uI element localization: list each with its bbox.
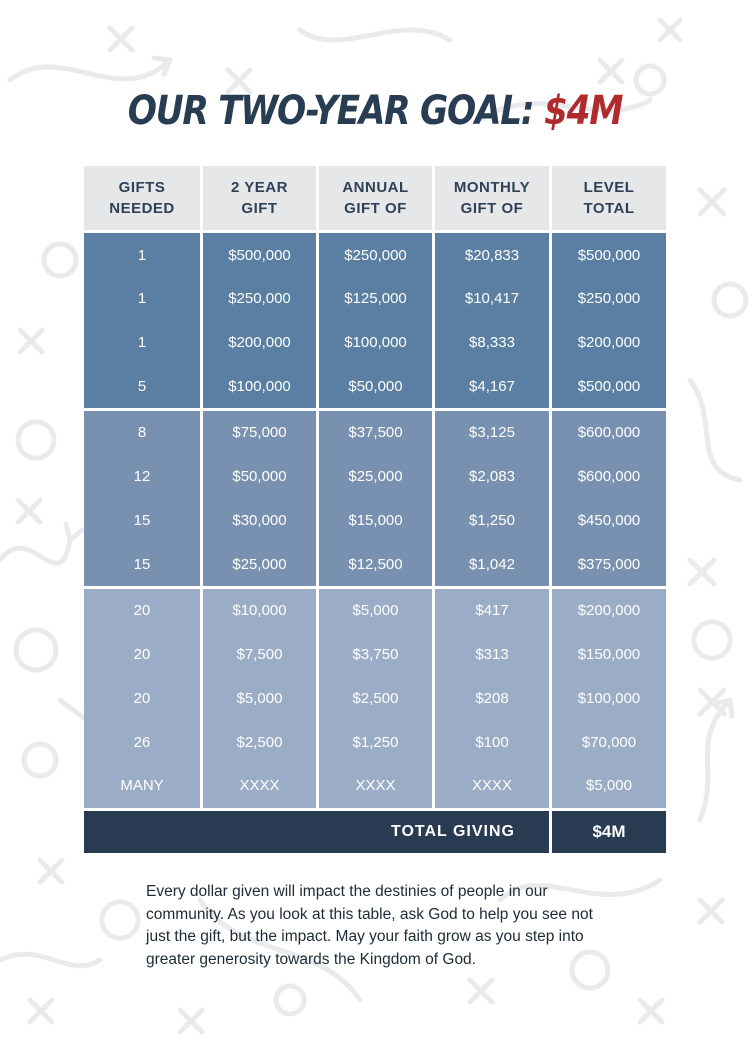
header-line: 2 YEAR [231, 179, 288, 196]
level-total-cell: $600,000 [549, 455, 666, 499]
gifts-needed-cell: 8 [84, 411, 200, 455]
gifts-needed-cell: 20 [84, 589, 200, 633]
table-row [84, 764, 666, 808]
monthly-gift-cell: $100 [432, 720, 549, 764]
title-main: OUR TWO-YEAR GOAL: [127, 88, 534, 134]
footer-text: Every dollar given will impact the destinies of people in our community. As you look at this table, ask God to help you see not just the gift, but the impact. May your faith grow as you step into greater generosity towards the Kingdom of God. [146, 883, 593, 968]
monthly-gift-cell: XXXX [432, 764, 549, 808]
header-level-total [549, 166, 666, 230]
monthly-gift-cell: $8,333 [432, 321, 549, 365]
level-total-cell: $500,000 [549, 364, 666, 408]
header-line: GIFT OF [344, 200, 407, 217]
table-row [84, 589, 666, 633]
annual-gift-cell: $15,000 [316, 499, 432, 543]
table-row [84, 542, 666, 586]
total-label: TOTAL GIVING [84, 811, 549, 853]
total-value: $4M [549, 811, 666, 853]
level-total-cell: $150,000 [549, 633, 666, 677]
table-row [84, 677, 666, 721]
annual-gift-cell: $1,250 [316, 720, 432, 764]
annual-gift-cell: $2,500 [316, 677, 432, 721]
level-total-cell: $200,000 [549, 589, 666, 633]
two-year-gift-cell: $200,000 [200, 321, 316, 365]
header-line: GIFTS [118, 179, 166, 196]
monthly-gift-cell: $1,042 [432, 542, 549, 586]
annual-gift-cell: $5,000 [316, 589, 432, 633]
monthly-gift-cell: $1,250 [432, 499, 549, 543]
two-year-gift-cell: $75,000 [200, 411, 316, 455]
two-year-gift-cell: $2,500 [200, 720, 316, 764]
level-total-cell: $250,000 [549, 277, 666, 321]
monthly-gift-cell: $208 [432, 677, 549, 721]
gifts-needed-cell: 1 [84, 321, 200, 365]
monthly-gift-cell: $417 [432, 589, 549, 633]
level-total-cell: $200,000 [549, 321, 666, 365]
table-row [84, 321, 666, 365]
total-row [84, 808, 666, 853]
monthly-gift-cell: $2,083 [432, 455, 549, 499]
header-line: GIFT OF [460, 200, 524, 217]
table-body [84, 230, 666, 808]
gifts-needed-cell: 20 [84, 633, 200, 677]
monthly-gift-cell: $10,417 [432, 277, 549, 321]
annual-gift-cell: $3,750 [316, 633, 432, 677]
header-line: TOTAL [583, 200, 635, 217]
page-title [53, 88, 698, 134]
table-row [84, 499, 666, 543]
two-year-gift-cell: $25,000 [200, 542, 316, 586]
monthly-gift-cell: $313 [432, 633, 549, 677]
level-total-cell: $450,000 [549, 499, 666, 543]
header-line: LEVEL [583, 179, 635, 196]
two-year-gift-cell: XXXX [200, 764, 316, 808]
gifts-needed-cell: 1 [84, 277, 200, 321]
header-line: NEEDED [109, 200, 175, 217]
two-year-gift-cell: $500,000 [200, 233, 316, 277]
level-total-cell: $100,000 [549, 677, 666, 721]
table-row [84, 233, 666, 277]
gifts-needed-cell: 1 [84, 233, 200, 277]
level-total-cell: $600,000 [549, 411, 666, 455]
gifts-needed-cell: 15 [84, 542, 200, 586]
annual-gift-cell: $250,000 [316, 233, 432, 277]
tier-group [84, 230, 666, 408]
tier-group [84, 408, 666, 586]
monthly-gift-cell: $3,125 [432, 411, 549, 455]
two-year-gift-cell: $100,000 [200, 364, 316, 408]
annual-gift-cell: $12,500 [316, 542, 432, 586]
header-line: GIFT [241, 200, 278, 217]
table-header-row [84, 166, 666, 230]
table-row [84, 633, 666, 677]
two-year-gift-cell: $50,000 [200, 455, 316, 499]
two-year-gift-cell: $250,000 [200, 277, 316, 321]
level-total-cell: $70,000 [549, 720, 666, 764]
table-row [84, 720, 666, 764]
level-total-cell: $500,000 [549, 233, 666, 277]
header-annual-gift [316, 166, 432, 230]
title-goal-amount: $4M [544, 88, 623, 134]
tier-group [84, 586, 666, 808]
annual-gift-cell: XXXX [316, 764, 432, 808]
header-gifts-needed [84, 166, 200, 230]
gifts-needed-cell: 20 [84, 677, 200, 721]
gifts-needed-cell: 5 [84, 364, 200, 408]
gifts-needed-cell: 12 [84, 455, 200, 499]
monthly-gift-cell: $4,167 [432, 364, 549, 408]
table-row [84, 277, 666, 321]
gifts-needed-cell: 15 [84, 499, 200, 543]
header-two-year-gift [200, 166, 316, 230]
two-year-gift-cell: $10,000 [200, 589, 316, 633]
header-monthly-gift [432, 166, 549, 230]
giving-table [84, 166, 666, 853]
level-total-cell: $5,000 [549, 764, 666, 808]
annual-gift-cell: $125,000 [316, 277, 432, 321]
annual-gift-cell: $50,000 [316, 364, 432, 408]
table-row [84, 411, 666, 455]
gifts-needed-cell: MANY [84, 764, 200, 808]
table-row [84, 455, 666, 499]
table-row [84, 364, 666, 408]
header-line: MONTHLY [453, 179, 531, 196]
annual-gift-cell: $37,500 [316, 411, 432, 455]
two-year-gift-cell: $30,000 [200, 499, 316, 543]
header-line: ANNUAL [342, 179, 409, 196]
annual-gift-cell: $25,000 [316, 455, 432, 499]
level-total-cell: $375,000 [549, 542, 666, 586]
two-year-gift-cell: $7,500 [200, 633, 316, 677]
two-year-gift-cell: $5,000 [200, 677, 316, 721]
annual-gift-cell: $100,000 [316, 321, 432, 365]
monthly-gift-cell: $20,833 [432, 233, 549, 277]
gifts-needed-cell: 26 [84, 720, 200, 764]
